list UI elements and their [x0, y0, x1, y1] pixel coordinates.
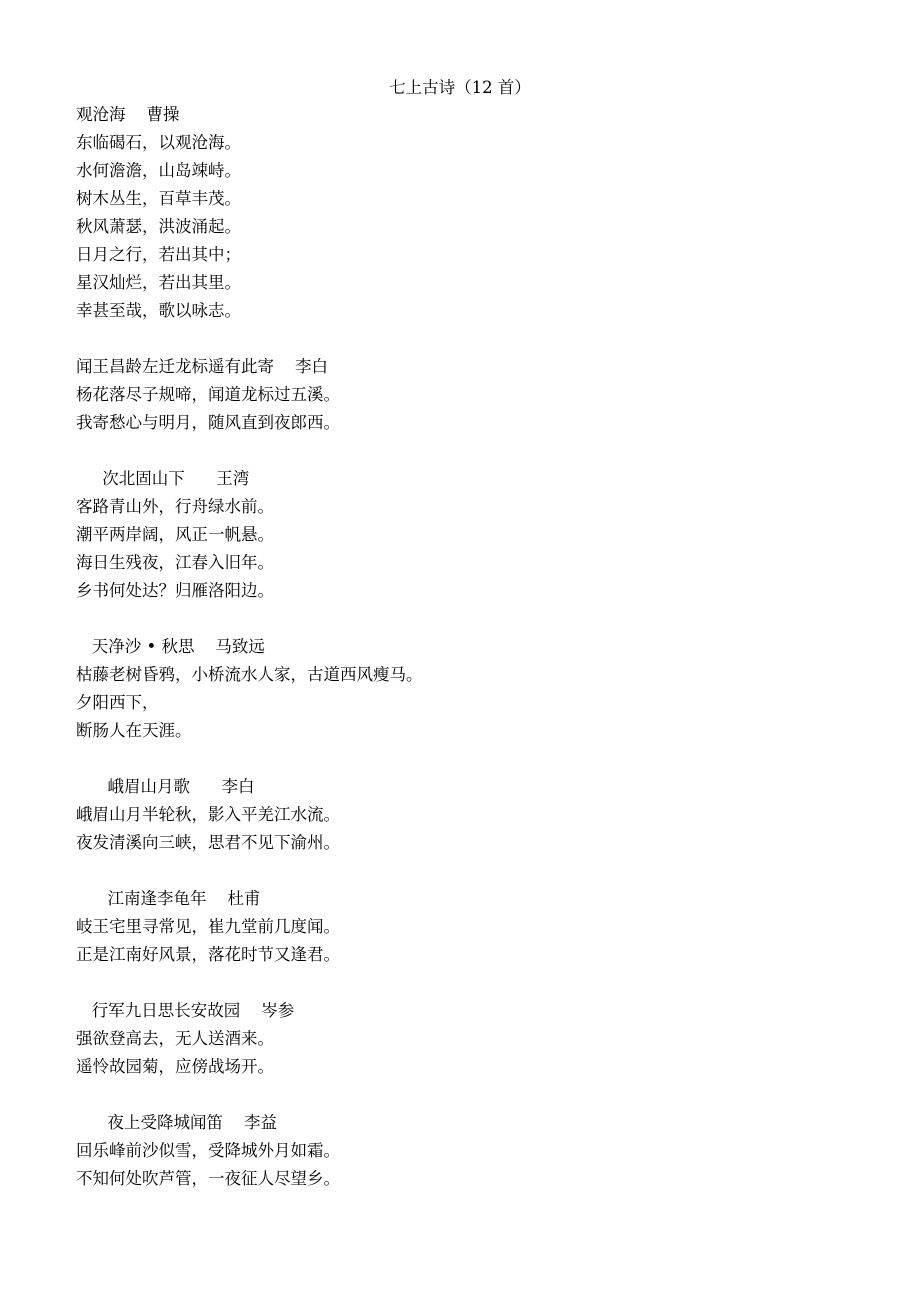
- poem-line: 夕阳西下，: [76, 693, 159, 712]
- poem-heading: 夜上受降城闻笛 李益: [76, 1113, 277, 1132]
- poem-line: 遥怜故园菊，应傍战场开。: [76, 1057, 274, 1076]
- poem-line: 日月之行，若出其中；: [76, 245, 241, 264]
- poem-line: 东临碣石，以观沧海。: [76, 133, 241, 152]
- poem-line: 客路青山外，行舟绿水前。: [76, 497, 274, 516]
- poem-heading: 峨眉山月歌 李白: [76, 777, 255, 796]
- poem-line: 水何澹澹，山岛竦峙。: [76, 161, 241, 180]
- poem-heading: 天净沙 • 秋思 马致远: [76, 637, 265, 656]
- poem-line: 海日生残夜，江春入旧年。: [76, 553, 274, 572]
- poem-line: 树木丛生，百草丰茂。: [76, 189, 241, 208]
- poem-line: 不知何处吹芦管，一夜征人尽望乡。: [76, 1169, 340, 1188]
- poem-heading: 江南逢李龟年 杜甫: [76, 889, 261, 908]
- poem-line: 岐王宅里寻常见，崔九堂前几度闻。: [76, 917, 340, 936]
- poem-line: 杨花落尽子规啼，闻道龙标过五溪。: [76, 385, 340, 404]
- poem-line: 正是江南好风景，落花时节又逢君。: [76, 945, 340, 964]
- poem-line: 我寄愁心与明月，随风直到夜郎西。: [76, 413, 340, 432]
- poem-line: 强欲登高去，无人送酒来。: [76, 1029, 274, 1048]
- poem-line: 幸甚至哉，歌以咏志。: [76, 301, 241, 320]
- poem-line: 回乐峰前沙似雪，受降城外月如霜。: [76, 1141, 340, 1160]
- poem-heading: 观沧海 曹操: [76, 105, 180, 124]
- poem-heading: 行军九日思长安故园 岑参: [76, 1001, 295, 1020]
- poem-line: 潮平两岸阔，风正一帆悬。: [76, 525, 274, 544]
- poem-line: 秋风萧瑟，洪波涌起。: [76, 217, 241, 236]
- poem-line: 断肠人在天涯。: [76, 721, 192, 740]
- poem-line: 峨眉山月半轮秋，影入平羌江水流。: [76, 805, 340, 824]
- document-title: 七上古诗（12 首）: [389, 78, 531, 97]
- poem-line: 夜发清溪向三峡，思君不见下渝州。: [76, 833, 340, 852]
- poem-heading: 闻王昌龄左迁龙标遥有此寄 李白: [76, 357, 328, 376]
- poem-line: 乡书何处达？归雁洛阳边。: [76, 581, 274, 600]
- poem-line: 星汉灿烂，若出其里。: [76, 273, 241, 292]
- poem-heading: 次北固山下 王湾: [76, 469, 250, 488]
- poem-line: 枯藤老树昏鸦，小桥流水人家，古道西风瘦马。: [76, 665, 423, 684]
